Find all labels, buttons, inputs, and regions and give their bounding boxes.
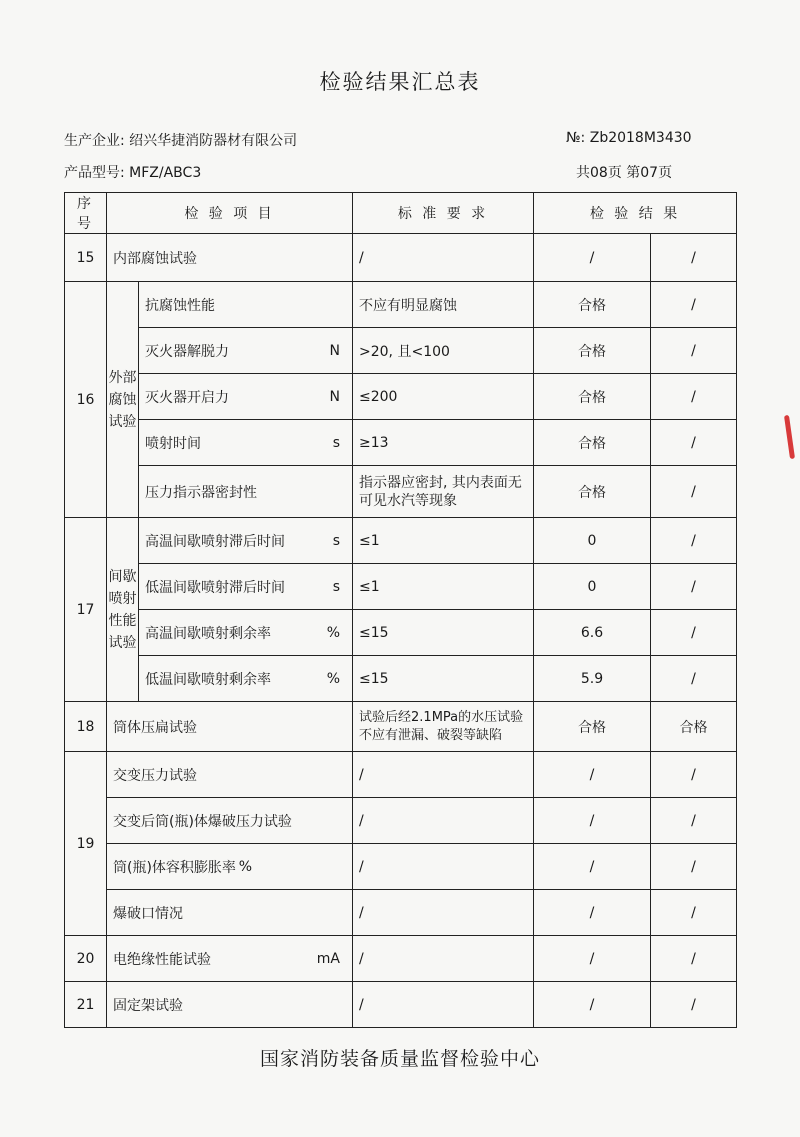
row-result-2: 合格 (651, 702, 737, 752)
row-result-2: / (651, 564, 737, 610)
item-name: 压力指示器密封性 (145, 484, 257, 501)
row-standard: >20, 且<100 (353, 328, 534, 374)
row-result: / (534, 936, 651, 982)
row-item (107, 798, 353, 844)
row-item (107, 936, 353, 982)
row-result: 合格 (534, 282, 651, 328)
header-seq: 序号 (65, 193, 107, 234)
row-standard: / (353, 752, 534, 798)
row-standard: / (353, 936, 534, 982)
results-table-container (64, 192, 736, 1029)
issuer-footer: 国家消防装备质量监督检验中心 (259, 1048, 540, 1070)
row-seq: 19 (65, 752, 107, 936)
row-result-2: / (651, 282, 737, 328)
category-line: 试验 (108, 634, 137, 651)
manufacturer: 生产企业: 绍兴华捷消防器材有限公司 (64, 133, 298, 149)
row-seq: 21 (65, 982, 107, 1028)
row-standard: ≤15 (353, 610, 534, 656)
row-standard: / (353, 798, 534, 844)
item-name: 爆破口情况 (113, 905, 183, 922)
row-result: 合格 (534, 420, 651, 466)
page-count: 共08页 第07页 (576, 165, 673, 181)
row-standard: / (353, 234, 534, 282)
item-name: 低温间歇喷射剩余率 (145, 671, 271, 688)
item-name: 高温间歇喷射滞后时间 (145, 533, 285, 550)
item-unit: N (329, 342, 341, 359)
row-result-2: / (651, 420, 737, 466)
row-item (107, 752, 353, 798)
item-name: 交变压力试验 (113, 767, 197, 784)
row-result-2: / (651, 936, 737, 982)
product-model: 产品型号: MFZ/ABC3 (64, 165, 202, 181)
item-name: 高温间歇喷射剩余率 (145, 625, 271, 642)
table-row (65, 844, 737, 890)
row-result: / (534, 234, 651, 282)
row-item: 内部腐蚀试验 (107, 234, 353, 282)
row-result: 6.6 (534, 610, 651, 656)
table-row (65, 466, 737, 518)
row-standard: ≤200 (353, 374, 534, 420)
row-result-2: / (651, 610, 737, 656)
row-result-2: / (651, 234, 737, 282)
category-line: 试验 (108, 413, 137, 430)
table-row (65, 282, 737, 328)
row-standard: / (353, 844, 534, 890)
table-row (65, 328, 737, 374)
row-result-2: / (651, 890, 737, 936)
table-row (65, 936, 737, 982)
table-row (65, 982, 737, 1028)
item-unit: s (332, 532, 341, 549)
table-row (65, 518, 737, 564)
row-result: 0 (534, 564, 651, 610)
row-result: 0 (534, 518, 651, 564)
row-result: 合格 (534, 466, 651, 518)
row-item (139, 374, 353, 420)
row-item (139, 564, 353, 610)
item-name: 电绝缘性能试验 (113, 951, 211, 968)
table-row (65, 798, 737, 844)
item-name: 灭火器开启力 (145, 389, 229, 406)
table-row (65, 752, 737, 798)
table-row (65, 374, 737, 420)
row-standard: / (353, 890, 534, 936)
row-result: / (534, 844, 651, 890)
row-result-2: / (651, 518, 737, 564)
row-item (139, 420, 353, 466)
row-standard: 试验后经2.1MPa的水压试验不应有泄漏、破裂等缺陷 (353, 702, 534, 752)
item-name: 灭火器解脱力 (145, 343, 229, 360)
row-result-2: / (651, 374, 737, 420)
row-result-2: / (651, 844, 737, 890)
item-unit: s (332, 434, 341, 451)
row-item (139, 518, 353, 564)
row-standard: ≤15 (353, 656, 534, 702)
row-result: 合格 (534, 328, 651, 374)
item-name: 低温间歇喷射滞后时间 (145, 579, 285, 596)
row-result: 5.9 (534, 656, 651, 702)
red-ink-mark (784, 415, 795, 459)
table-header (65, 193, 737, 234)
row-item (139, 656, 353, 702)
table-row (65, 702, 737, 752)
category-line: 腐蚀 (108, 391, 137, 408)
category-line: 外部 (108, 369, 137, 386)
row-standard: ≥13 (353, 420, 534, 466)
category-label (107, 282, 139, 518)
row-item (107, 844, 353, 890)
table-row (65, 890, 737, 936)
row-item: 筒体压扁试验 (107, 702, 353, 752)
row-result-2: / (651, 328, 737, 374)
category-line: 性能 (108, 612, 137, 629)
table-row (65, 656, 737, 702)
row-seq: 15 (65, 234, 107, 282)
row-standard: 指示器应密封, 其内表面无可见水汽等现象 (353, 466, 534, 518)
row-item (139, 282, 353, 328)
row-item (107, 890, 353, 936)
report-number: №: Zb2018M3430 (566, 130, 692, 146)
row-result-2: / (651, 656, 737, 702)
category-line: 喷射 (108, 590, 137, 607)
row-seq: 16 (65, 282, 107, 518)
row-result: 合格 (534, 702, 651, 752)
table-row (65, 234, 737, 282)
row-result: 合格 (534, 374, 651, 420)
item-unit: N (329, 388, 341, 405)
row-result-2: / (651, 752, 737, 798)
row-item (139, 328, 353, 374)
item-name: 交变后筒(瓶)体爆破压力试验 (113, 813, 292, 830)
item-unit: % (326, 624, 341, 641)
item-unit: s (332, 578, 341, 595)
row-seq: 18 (65, 702, 107, 752)
header-item: 检 验 项 目 (107, 193, 353, 234)
category-label (107, 518, 139, 702)
row-standard: 不应有明显腐蚀 (353, 282, 534, 328)
results-table (64, 192, 737, 1028)
row-seq: 20 (65, 936, 107, 982)
item-unit: % (238, 858, 253, 875)
item-name: 抗腐蚀性能 (145, 297, 215, 314)
table-row (65, 420, 737, 466)
row-standard: ≤1 (353, 518, 534, 564)
item-unit: mA (316, 950, 341, 967)
row-result-2: / (651, 798, 737, 844)
row-result-2: / (651, 466, 737, 518)
item-name: 筒(瓶)体容积膨胀率 (113, 859, 236, 876)
table-row (65, 564, 737, 610)
row-seq: 17 (65, 518, 107, 702)
row-result: / (534, 752, 651, 798)
category-line: 间歇 (108, 568, 137, 585)
row-result: / (534, 982, 651, 1028)
row-result: / (534, 798, 651, 844)
row-item (139, 466, 353, 518)
header-standard: 标 准 要 求 (353, 193, 534, 234)
item-unit: % (326, 670, 341, 687)
row-result-2: / (651, 982, 737, 1028)
row-item (139, 610, 353, 656)
row-item: 固定架试验 (107, 982, 353, 1028)
row-result: / (534, 890, 651, 936)
header-result: 检 验 结 果 (534, 193, 737, 234)
page-title: 检验结果汇总表 (319, 70, 481, 94)
row-standard: / (353, 982, 534, 1028)
row-standard: ≤1 (353, 564, 534, 610)
table-row (65, 610, 737, 656)
item-name: 喷射时间 (145, 435, 201, 452)
